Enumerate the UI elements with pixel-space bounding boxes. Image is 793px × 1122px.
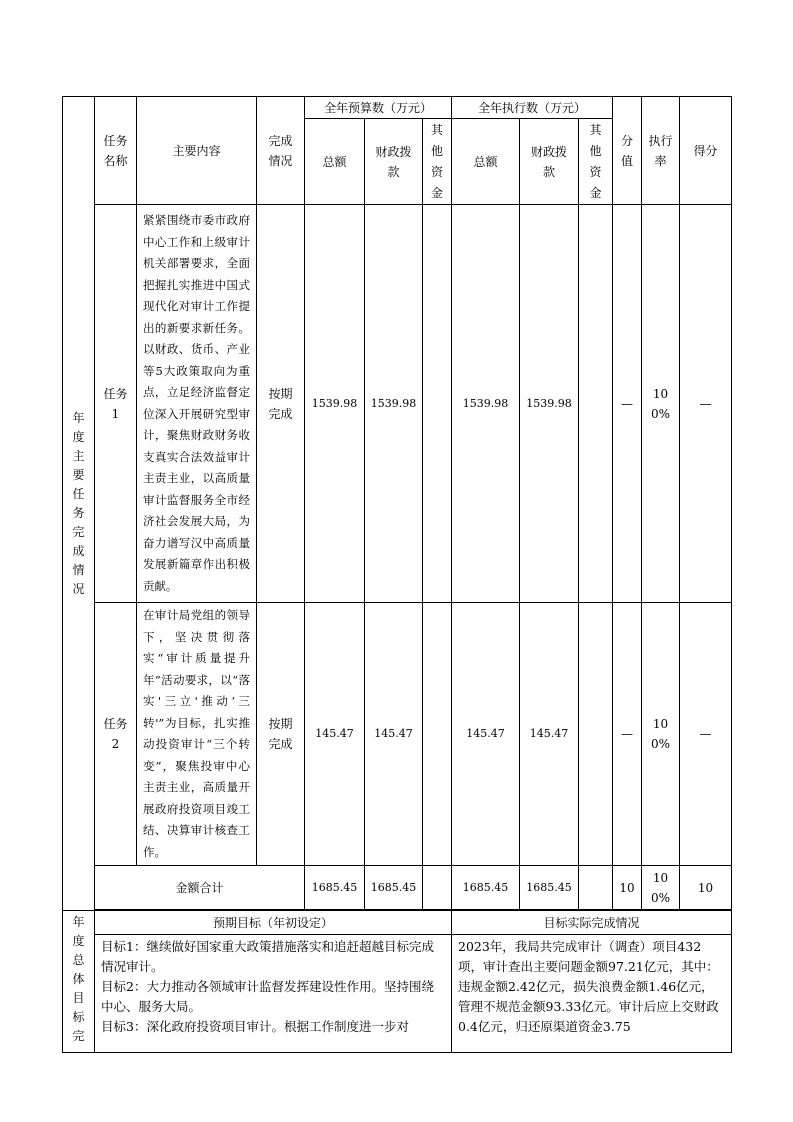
task-name: 任务2 (95, 603, 137, 866)
section-label-tasks (63, 97, 95, 911)
sum-exec-other (579, 866, 613, 910)
task-name: 任务1 (95, 205, 137, 603)
score: — (680, 205, 732, 603)
budget-total: 145.47 (305, 603, 365, 866)
task-content: 紧紧围绕市委市政府中心工作和上级审计机关部署要求，全面把握扎实推进中国式现代化对审计工作提出的新要求新任务。以财政、货币、产业等5大政策取向为重点，立足经济监督定位深入开展研究型审计，聚焦财政财务收支真实合法效益审计主责主业，以高质量审计监督服务全市经济社会发展大局，为奋力谱写汉中高质量发展新篇章作出积极贡献。 (137, 205, 257, 603)
exec-total: 145.47 (452, 603, 520, 866)
header-completion: 完成情况 (257, 97, 305, 205)
header-task-name: 任务名称 (95, 97, 137, 205)
sum-budget-total: 1685.45 (305, 866, 365, 910)
score-value: — (613, 205, 642, 603)
budget-fiscal: 1539.98 (365, 205, 423, 603)
expected-goal-2: 目标2：大力推动各领域审计监督发挥建设性作用。坚持围绕中心、服务大局。 (101, 979, 434, 1014)
budget-fiscal: 145.47 (365, 603, 423, 866)
exec-other (579, 603, 613, 866)
section-label-goals-text: 年度总体目标完 (72, 915, 85, 1043)
table-row (63, 603, 732, 866)
sum-label: 金额合计 (95, 866, 305, 910)
sum-exec-rate: 100% (642, 866, 680, 910)
exec-fiscal: 145.47 (520, 603, 579, 866)
sum-score: 10 (680, 866, 732, 910)
header-exec-fiscal: 财政拨款 (520, 119, 579, 205)
exec-total: 1539.98 (452, 205, 520, 603)
header-exec-other: 其他资金 (579, 119, 613, 205)
header-budget-other: 其他资金 (423, 119, 452, 205)
section-label-goals (63, 911, 95, 1053)
budget-total: 1539.98 (305, 205, 365, 603)
sum-row (63, 866, 732, 910)
task-completion: 按期完成 (257, 205, 305, 603)
score-value: — (613, 603, 642, 866)
exec-rate: 100% (642, 205, 680, 603)
performance-table (62, 96, 732, 1053)
header-budget-fiscal: 财政拨款 (365, 119, 423, 205)
exec-fiscal: 1539.98 (520, 205, 579, 603)
header-score-value: 分值 (613, 97, 642, 205)
budget-other (423, 205, 452, 603)
budget-other (423, 603, 452, 866)
section-label-tasks-text: 年度主要任务完成情况 (72, 410, 85, 596)
sum-budget-other (423, 866, 452, 910)
expected-goal-3: 目标3：深化政府投资项目审计。根据工作制度进一步对 (101, 1019, 409, 1034)
exec-other (579, 205, 613, 603)
header-score: 得分 (680, 97, 732, 205)
header-main-content: 主要内容 (137, 97, 257, 205)
score: — (680, 603, 732, 866)
header-exec-total: 总额 (452, 119, 520, 205)
task-content: 在审计局党组的领导下，坚决贯彻落实“审计质量提升年”活动要求，以“落实'三立'推动‘三转'”为目标，扎实推动投资审计“三个转变”，聚焦投审中心主责主业，高质量开展政府投资项目竣工结、决算审计核查工作。 (137, 603, 257, 866)
sum-exec-total: 1685.45 (452, 866, 520, 910)
expected-goal-1: 目标1：继续做好国家重大政策措施落实和追赶超越目标完成情况审计。 (101, 939, 434, 974)
expected-goals-header: 预期目标（年初设定） (95, 911, 452, 935)
actual-goals-header: 目标实际完成情况 (452, 911, 732, 935)
sum-exec-fiscal: 1685.45 (520, 866, 579, 910)
header-exec-group: 全年执行数（万元） (452, 97, 613, 119)
actual-goals: 2023年，我局共完成审计（调查）项目432项，审计查出主要问题金额97.21亿元，其中：违规金额2.42亿元，损失浪费金额1.46亿元，管理不规范金额93.33亿元。审计后应上交财政0.4亿元，归还原渠道资金3.75 (452, 935, 732, 1053)
sum-score-value: 10 (613, 866, 642, 910)
sum-budget-fiscal: 1685.45 (365, 866, 423, 910)
expected-goals (95, 935, 452, 1053)
header-budget-group: 全年预算数（万元） (305, 97, 452, 119)
header-budget-total: 总额 (305, 119, 365, 205)
table-row (63, 205, 732, 603)
task-completion: 按期完成 (257, 603, 305, 866)
exec-rate: 100% (642, 603, 680, 866)
header-exec-rate: 执行率 (642, 97, 680, 205)
